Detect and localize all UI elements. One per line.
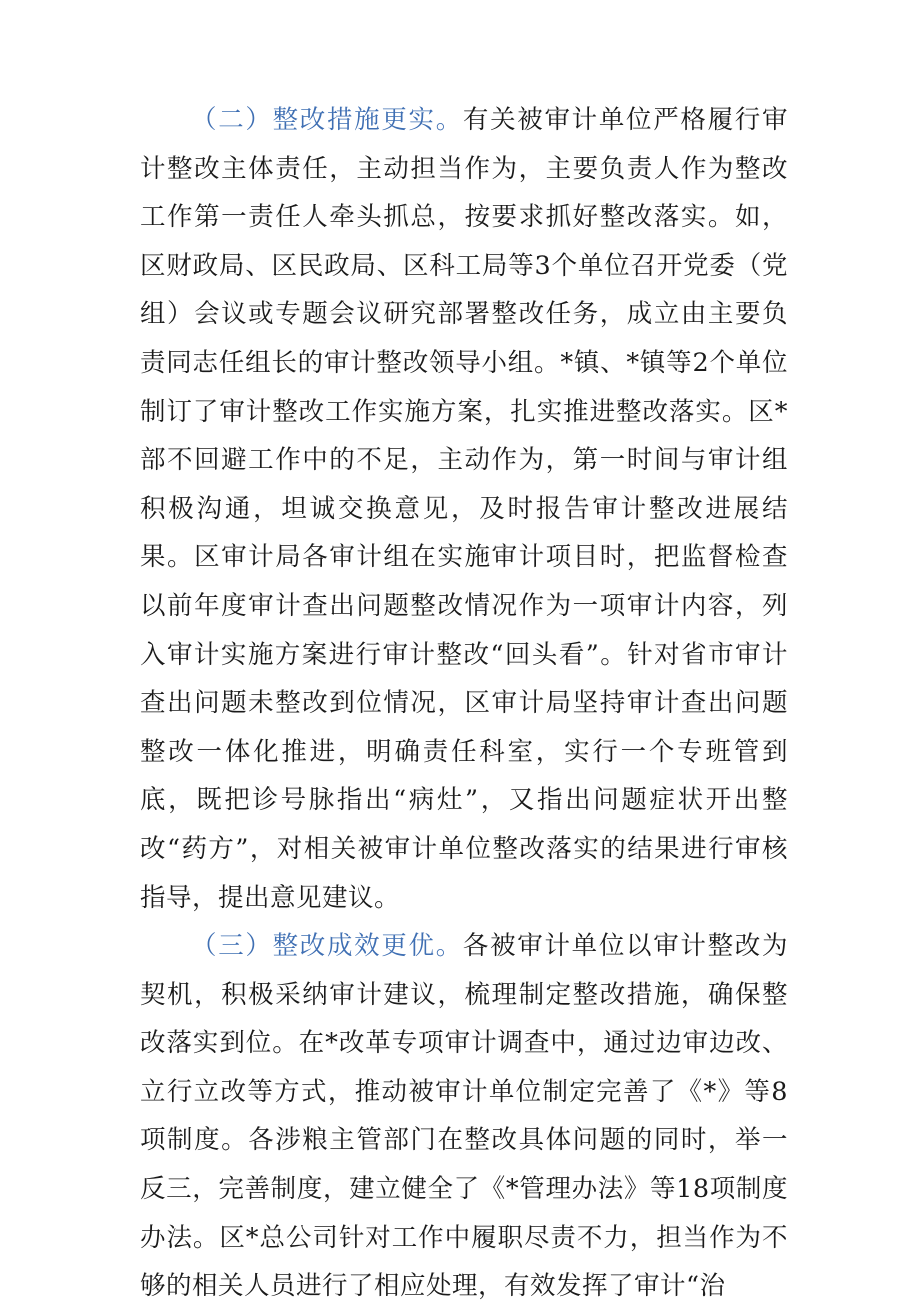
document-page xyxy=(140,96,788,1311)
section-3-body: 各被审计单位以审计整改为契机，积极采纳审计建议，梳理制定整改措施，确保整改落实到位。在*改革专项审计调查中，通过边审边改、立行立改等方式，推动被审计单位制定完善了《*》等8项制度。各涉粮主管部门在整改具体问题的同时，举一反三，完善制度，建立健全了《*管理办法》等18项制度办法。区*总公司针对工作中履职尽责不力，担当作为不够的相关人员进行了相应处理，有效发挥了审计“治 xyxy=(140,931,788,1302)
paragraph-section-3 xyxy=(140,922,788,1311)
section-3-heading: （三）整改成效更优。 xyxy=(191,931,463,962)
paragraph-section-2 xyxy=(140,96,788,922)
section-2-heading: （二）整改措施更实。 xyxy=(191,105,463,135)
section-2-body: 有关被审计单位严格履行审计整改主体责任，主动担当作为，主要负责人作为整改工作第一责任人牵头抓总，按要求抓好整改落实。如，区财政局、区民政局、区科工局等3个单位召开党委（党组）会议或专题会议研究部署整改任务，成立由主要负责同志任组长的审计整改领导小组。*镇、*镇等2个单位制订了审计整改工作实施方案，扎实推进整改落实。区*部不回避工作中的不足，主动作为，第一时间与审计组积极沟通，坦诚交换意见，及时报告审计整改进展结果。区审计局各审计组在实施审计项目时，把监督检查以前年度审计查出问题整改情况作为一项审计内容，列入审计实施方案进行审计整改“回头看”。针对省市审计查出问题未整改到位情况，区审计局坚持审计查出问题整改一体化推进，明确责任科室，实行一个专班管到底，既把诊号脉指出“病灶”，又指出问题症状开出整改“药方”，对相关被审计单位整改落实的结果进行审核指导，提出意见建议。 xyxy=(140,105,788,913)
